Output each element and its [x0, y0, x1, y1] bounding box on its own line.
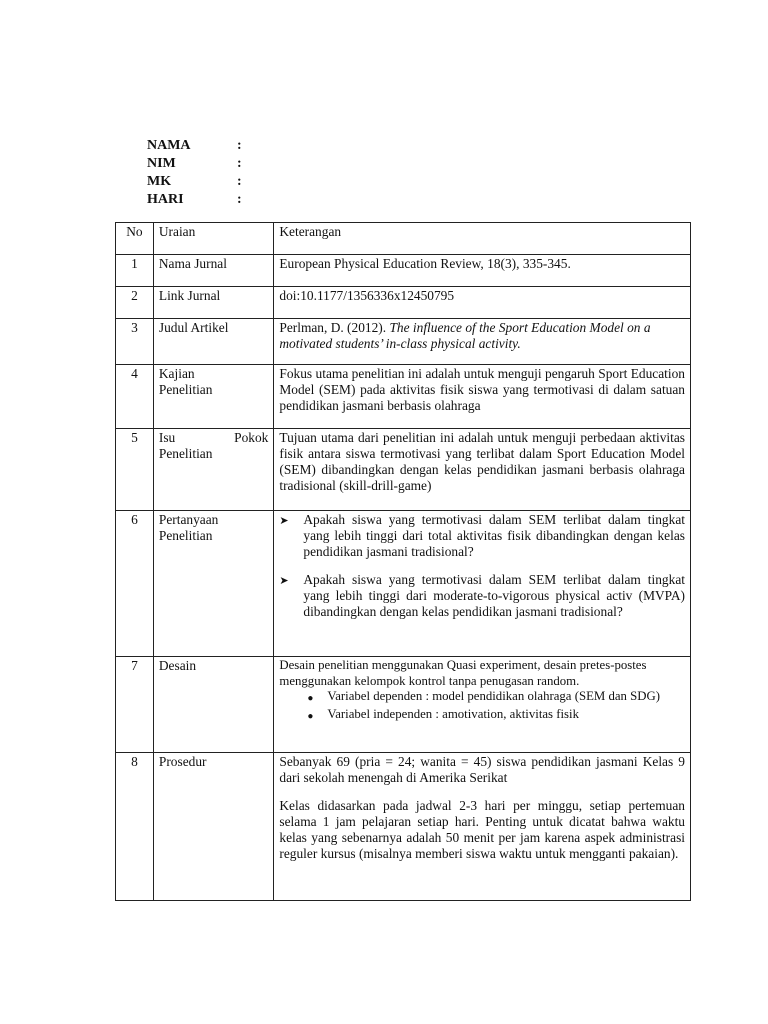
field-colon: :: [237, 138, 242, 153]
row-number-text: 5: [131, 430, 138, 445]
row-value: [274, 319, 691, 365]
article-citation: Perlman, D. (2012).: [279, 320, 390, 335]
table-row: [116, 657, 691, 753]
article-title: [274, 319, 690, 352]
journal-name: European Physical Education Review, 18(3), 335-345.: [279, 256, 571, 271]
label-line: Penelitian: [158, 382, 213, 397]
field-colon: :: [237, 192, 242, 207]
row-value: [274, 753, 691, 901]
column-header-keterangan: [274, 223, 691, 255]
research-study-text: Fokus utama penelitian ini adalah untuk menguji pengaruh Sport Education Model (SEM) pada aktivitas fisik siswa yang termotivasi di dalam satuan pendidikan jasmani berbasis olahraga: [279, 366, 685, 413]
row-value: [274, 429, 691, 511]
header-field-nim: [147, 155, 247, 173]
journal-link: doi:10.1177/1356336x12450795: [279, 288, 455, 303]
label-line: Penelitian: [158, 528, 213, 543]
identity-header: [147, 137, 247, 209]
label-line: Penelitian: [158, 446, 213, 461]
table-row: [116, 255, 691, 287]
label-line: Kajian: [158, 366, 195, 381]
variable-text: Variabel independen : amotivation, aktivitas fisik: [327, 706, 579, 721]
procedure-paragraph: Sebanyak 69 (pria = 24; wanita = 45) siswa pendidikan jasmani Kelas 9 dari sekolah menengah di Amerika Serikat: [279, 754, 685, 785]
row-number: [116, 255, 154, 287]
table-header-row: [116, 223, 691, 255]
row-label: [153, 365, 273, 429]
row-value: [274, 511, 691, 657]
table-row: [116, 429, 691, 511]
row-number: [116, 287, 154, 319]
row-label-text: Desain: [158, 658, 197, 673]
question-text: Apakah siswa yang termotivasi dalam SEM terlibat dalam tingkat yang lebih tinggi dari total aktivitas fisik dibandingkan dengan kelas pendidikan jasmani tradisional?: [303, 512, 685, 559]
table-row: [116, 287, 691, 319]
list-item: [279, 707, 685, 725]
field-label: NIM: [147, 156, 176, 171]
row-number: [116, 511, 154, 657]
header-field-mk: [147, 173, 247, 191]
row-number-text: 2: [131, 288, 138, 303]
row-label: [153, 753, 273, 901]
row-label: [153, 511, 273, 657]
article-title-italic: The influence of the Sport Education Model on a motivated students’ in-class physical activity.: [279, 320, 651, 351]
column-header-uraian: [153, 223, 273, 255]
question-text: Apakah siswa yang termotivasi dalam SEM terlibat dalam tingkat yang lebih tinggi dari moderate-to-vigorous physical activ (MVPA) dibandingkan dengan kelas pendidikan jasmani tradisional?: [303, 572, 685, 619]
label-word: Isu: [158, 430, 176, 445]
row-number-text: 6: [131, 512, 138, 527]
variable-text: Variabel dependen : model pendidikan olahraga (SEM dan SDG): [327, 689, 660, 703]
list-item: [279, 572, 685, 620]
column-header-no: [116, 223, 154, 255]
row-number: [116, 429, 154, 511]
design-intro: Desain penelitian menggunakan Quasi experiment, desain pretes-postes menggunakan kelompok kontrol tanpa penugasan random.: [279, 658, 647, 688]
row-label-text: Prosedur: [158, 754, 207, 769]
filled-circle-bullet-icon: ●: [307, 710, 314, 722]
filled-circle-bullet-icon: ●: [307, 693, 314, 704]
row-value: [274, 657, 691, 753]
row-number-text: 8: [131, 754, 138, 769]
label-word: Pokok: [234, 430, 269, 445]
row-value: [274, 255, 691, 287]
row-label-text: [154, 429, 273, 462]
arrowhead-bullet-icon: ➤: [279, 575, 289, 587]
row-number: [116, 657, 154, 753]
row-number: [116, 319, 154, 365]
row-label-text: [154, 511, 273, 544]
row-number-text: 7: [131, 658, 138, 673]
procedure-paragraph: Kelas didasarkan pada jadwal 2-3 hari per minggu, setiap pertemuan selama 1 jam pelajaran setiap hari. Penting untuk dicatat bahwa waktu kelas yang sebenarnya adalah 50 menit per jam karena aspek administrasi reguler kursus (misalnya memberi siswa waktu untuk mengganti pakaian).: [279, 798, 685, 861]
field-colon: :: [237, 174, 242, 189]
field-label: HARI: [147, 192, 184, 207]
header-field-nama: [147, 137, 247, 155]
table-row: [116, 511, 691, 657]
design-description: [274, 657, 690, 724]
row-number-text: 1: [131, 256, 138, 271]
row-value: [274, 287, 691, 319]
procedure-text: [274, 753, 690, 862]
arrowhead-bullet-icon: ➤: [279, 515, 289, 527]
research-questions: [274, 511, 690, 620]
row-label: [153, 657, 273, 753]
row-label-text: Nama Jurnal: [158, 256, 227, 271]
table-row: [116, 365, 691, 429]
row-value: [274, 365, 691, 429]
field-label: MK: [147, 174, 172, 189]
row-number-text: 3: [131, 320, 138, 335]
row-number-text: 4: [131, 366, 138, 381]
label-line: [159, 430, 268, 446]
row-label: [153, 287, 273, 319]
research-issue-text: Tujuan utama dari penelitian ini adalah untuk menguji perbedaan aktivitas fisik antara siswa termotivasi yang terlibat dalam Sport Education Model (SEM) dibandingkan dengan kelas pendidikan jasmani berbasis olahraga tradisional (skill-drill-game): [279, 430, 685, 493]
header-field-hari: [147, 191, 247, 209]
header-text: Keterangan: [279, 224, 342, 239]
label-line: Pertanyaan: [158, 512, 219, 527]
journal-review-table: [115, 222, 691, 901]
row-number: [116, 753, 154, 901]
row-label: [153, 319, 273, 365]
table-row: [116, 319, 691, 365]
row-label-text: Judul Artikel: [158, 320, 229, 335]
list-item: [279, 689, 685, 707]
table-row: [116, 753, 691, 901]
row-label: [153, 255, 273, 287]
header-text: Uraian: [158, 224, 196, 239]
field-label: NAMA: [147, 138, 191, 153]
list-item: [279, 512, 685, 560]
row-label: [153, 429, 273, 511]
header-text: No: [126, 224, 143, 239]
field-colon: :: [237, 156, 242, 171]
row-label-text: Link Jurnal: [158, 288, 221, 303]
row-label-text: [154, 365, 273, 398]
row-number: [116, 365, 154, 429]
